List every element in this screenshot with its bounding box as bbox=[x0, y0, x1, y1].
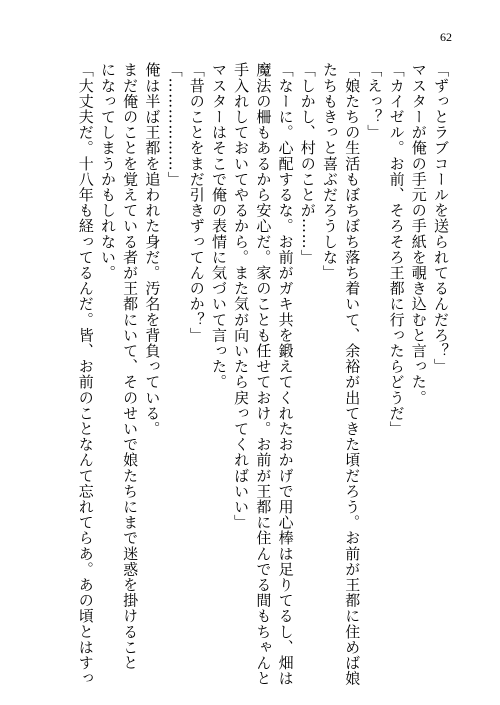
text-line: 俺は半ば王都を追われた身だ。汚名を背負っている。 bbox=[143, 62, 162, 437]
text-line: 「えっ？」 bbox=[365, 62, 384, 140]
text-line: 「しかし、村のことが……」 bbox=[298, 62, 317, 265]
text-line: まだ俺のことを覚えている者が王都にいて、そのせいで娘たちにまで迷惑を掛けること bbox=[121, 62, 140, 671]
text-line: 魔法の柵もあるから安心だ。家のことも任せておけ。お前が王都に住んでる間もちゃんと bbox=[254, 62, 273, 686]
text-line: 「ずっとラブコールを送られてるんだろ？」 bbox=[432, 62, 450, 374]
text-line: たちもきっと喜ぶだろうしな」 bbox=[320, 62, 339, 281]
text-line: 「大丈夫だ。十八年も経ってるんだ。皆、お前のことなんて忘れてらあ。あの頃とはすっ bbox=[76, 62, 95, 686]
text-line: 「娘たちの生活もぼちぼち落ち着いて、余裕が出てきた頃だろう。お前が王都に住めば娘 bbox=[343, 62, 362, 686]
text-line: マスターはそこで俺の表情に気づいて言った。 bbox=[209, 62, 228, 390]
text-line: 「昔のことをまだ引きずってんのか？」 bbox=[187, 62, 206, 343]
text-line: マスターが俺の手元の手紙を覗き込むと言った。 bbox=[409, 62, 428, 406]
text-line: 「カイゼル。お前、そろそろ王都に行ったらどうだ」 bbox=[387, 62, 406, 437]
text-line: 「なーに。心配するな。お前がガキ共を鍛えてくれたおかげで用心棒は足りてるし、畑は bbox=[276, 62, 295, 686]
text-line: 手入れしておいてやるから。また気が向いたら戻ってくればいい」 bbox=[232, 62, 251, 530]
text-line: になってしまうかもしれない。 bbox=[98, 62, 117, 281]
text-line: 「………………」 bbox=[165, 62, 184, 187]
page-number: 62 bbox=[440, 30, 452, 44]
novel-text-block bbox=[75, 62, 452, 686]
